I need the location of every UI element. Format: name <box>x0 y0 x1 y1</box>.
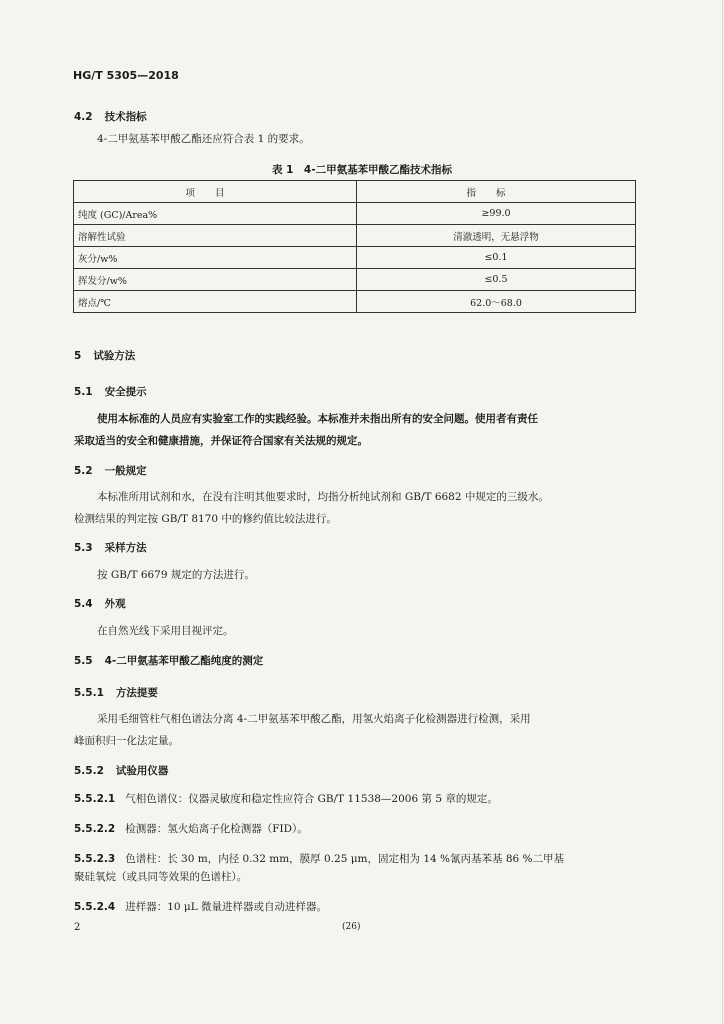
row-item: 溶解性试验 <box>74 225 357 247</box>
clause-text: 进样器：10 μL 微量进样器或自动进样器。 <box>125 901 328 913</box>
section-title: 安全提示 <box>104 386 147 398</box>
column-header-item: 项目 <box>74 181 357 203</box>
clause-number: 5.5.2.1 <box>74 793 116 805</box>
sequence-number: (26) <box>342 922 361 932</box>
sampling-text: 按 GB/T 6679 规定的方法进行。 <box>97 569 255 581</box>
table-row <box>74 203 636 225</box>
clause-text: 气相色谱仪：仪器灵敏度和稳定性应符合 GB/T 11538—2006 第 5 章的规定。 <box>125 793 498 805</box>
page-number: 2 <box>74 922 81 933</box>
section-4-2-text: 4-二甲氨基苯甲酸乙酯还应符合表 1 的要求。 <box>97 133 310 145</box>
section-5-2-heading <box>74 463 147 478</box>
row-item: 灰分/w% <box>74 247 357 269</box>
row-value: 62.0～68.0 <box>357 291 636 313</box>
table-header-row <box>74 181 636 203</box>
row-item: 挥发分/w% <box>74 269 357 291</box>
method-summary-line-1: 采用毛细管柱气相色谱法分离 4-二甲氨基苯甲酸乙酯，用氢火焰离子化检测器进行检测，采用 <box>97 713 531 725</box>
instrument-gc <box>74 788 498 810</box>
safety-text-line-2: 采取适当的安全和健康措施，并保证符合国家有关法规的规定。 <box>74 435 368 447</box>
clause-text: 检测器：氢火焰离子化检测器（FID）。 <box>125 823 308 835</box>
table-row <box>74 225 636 247</box>
section-number: 5 <box>74 350 82 362</box>
section-number: 5.4 <box>74 598 93 610</box>
section-title: 技术指标 <box>104 111 147 123</box>
section-5-5-heading <box>74 653 263 668</box>
safety-text-line-1: 使用本标准的人员应有实验室工作的实践经验。本标准并未指出所有的安全问题。使用者有责任 <box>97 413 538 425</box>
section-number: 5.2 <box>74 465 93 477</box>
table-row <box>74 247 636 269</box>
clause-number: 5.5.2.4 <box>74 901 116 913</box>
table-row <box>74 269 636 291</box>
section-title: 4-二甲氨基苯甲酸乙酯纯度的测定 <box>104 655 264 667</box>
section-5-5-2-heading <box>74 763 168 778</box>
standard-number: HG/T 5305—2018 <box>73 69 179 82</box>
row-value: ≥99.0 <box>357 203 636 225</box>
general-rules-line-2: 检测结果的判定按 GB/T 8170 中的修约值比较法进行。 <box>74 513 337 525</box>
appearance-text: 在自然光线下采用目视评定。 <box>97 625 234 637</box>
clause-number: 5.5.2.3 <box>74 853 116 865</box>
section-title: 方法提要 <box>115 687 158 699</box>
section-title: 采样方法 <box>104 542 147 554</box>
section-5-1-heading <box>74 384 147 399</box>
row-item: 纯度 (GC)/Area% <box>74 203 357 225</box>
row-value: ≤0.5 <box>357 269 636 291</box>
section-title: 试验用仪器 <box>115 765 169 777</box>
section-4-2-heading <box>74 109 147 124</box>
section-5-3-heading <box>74 540 147 555</box>
section-title: 外观 <box>104 598 126 610</box>
instrument-injector <box>74 896 327 918</box>
table-row <box>74 291 636 313</box>
table-caption: 表 1 4-二甲氨基苯甲酸乙酯技术指标 <box>271 164 453 176</box>
section-5-heading <box>74 348 135 363</box>
row-value: ≤0.1 <box>357 247 636 269</box>
section-number: 5.3 <box>74 542 93 554</box>
section-number: 5.5 <box>74 655 93 667</box>
instrument-detector <box>74 818 308 840</box>
method-summary-line-2: 峰面积归一化法定量。 <box>74 735 179 747</box>
row-item: 熔点/℃ <box>74 291 357 313</box>
section-5-4-heading <box>74 596 126 611</box>
section-number: 5.5.2 <box>74 765 104 777</box>
clause-number: 5.5.2.2 <box>74 823 116 835</box>
row-value: 清澈透明，无悬浮物 <box>357 225 636 247</box>
section-number: 5.5.1 <box>74 687 104 699</box>
section-number: 5.1 <box>74 386 93 398</box>
section-5-5-1-heading <box>74 685 158 700</box>
section-title: 一般规定 <box>104 465 147 477</box>
scan-edge <box>722 0 723 1024</box>
section-title: 试验方法 <box>93 350 136 362</box>
column-header-index: 指标 <box>357 181 636 203</box>
clause-text: 色谱柱：长 30 m，内径 0.32 mm，膜厚 0.25 μm，固定相为 14 %氰丙基苯基 86 %二甲基 <box>125 853 565 865</box>
technical-index-table <box>73 180 636 313</box>
general-rules-line-1: 本标准所用试剂和水，在没有注明其他要求时，均指分析纯试剂和 GB/T 6682 中规定的三级水。 <box>97 491 549 503</box>
section-number: 4.2 <box>74 111 93 123</box>
instrument-column-line-2: 聚硅氧烷（或具同等效果的色谱柱）。 <box>74 871 248 883</box>
